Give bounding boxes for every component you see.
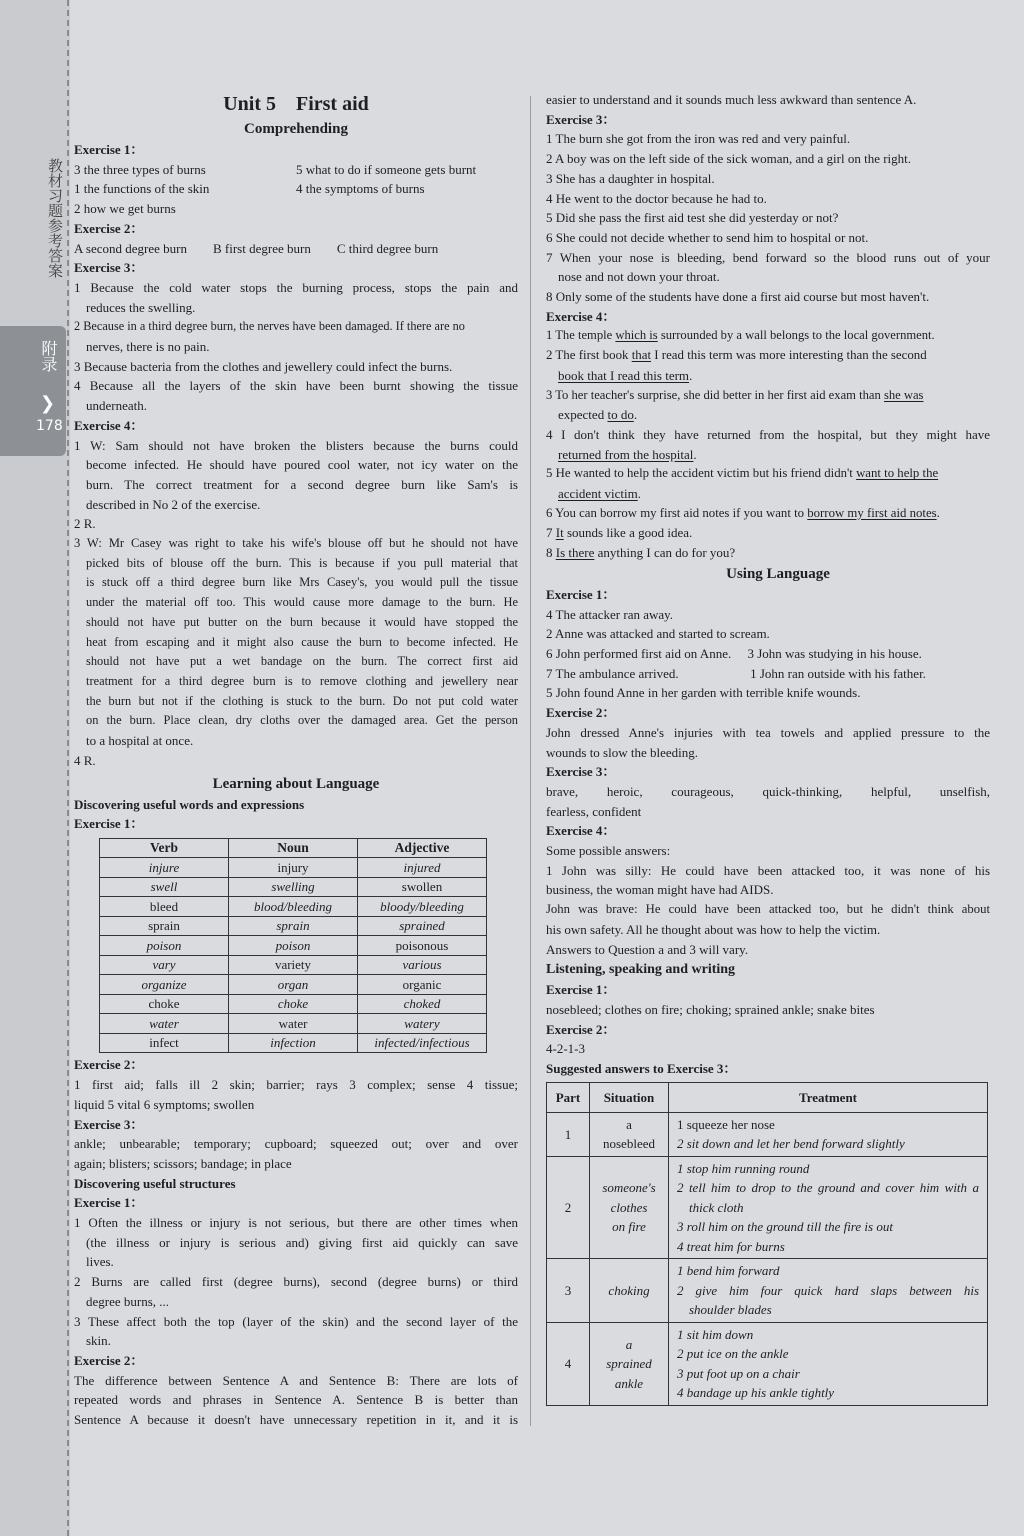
- text: 2 The first book: [546, 348, 632, 363]
- answer-line: 2 Anne was attacked and started to scream.: [546, 626, 770, 642]
- treatment-line: 1 bend him forward: [677, 1263, 780, 1279]
- answer-line: 8 Only some of the students have done a first aid course but most haven't.: [546, 289, 930, 305]
- table-cell: injure: [100, 858, 229, 878]
- part-cell: 2: [547, 1156, 590, 1259]
- situation-cell: [590, 1259, 669, 1323]
- exercise-label: Exercise 1：: [546, 586, 616, 602]
- table-cell: infected/infectious: [358, 1033, 487, 1053]
- table-row: [100, 897, 487, 917]
- text: expected: [558, 407, 608, 423]
- answer-line: 4 R.: [74, 752, 96, 768]
- table-row: [100, 877, 487, 897]
- table-row: [100, 955, 487, 975]
- section-heading-listening: Listening, speaking and writing: [546, 962, 736, 978]
- binding-dash-line: [67, 0, 69, 1536]
- column-header: Situation: [590, 1082, 669, 1112]
- answer-line: should not have put a wet bandage on the burn. The correct first aid: [86, 654, 518, 669]
- text: .: [633, 407, 638, 423]
- situation-line: someone's: [602, 1180, 656, 1196]
- table-cell: variety: [229, 955, 358, 975]
- answer-line: John was brave: He could have been attacked too, but he didn't think about: [546, 902, 990, 917]
- answer-row: [74, 160, 518, 180]
- answer-line: 2 A boy was on the left side of the sick woman, and a girl on the right.: [546, 151, 912, 167]
- answer-line: 4 He went to the doctor because he had to.: [546, 190, 767, 206]
- answer-line: the burn but not if the clothing is stuck to the burn. Do not put cold water: [86, 693, 518, 708]
- exercise-2-answer: A second degree burn B first degree burn C third degree burn: [74, 240, 439, 256]
- treatment-line: 3 put foot up on a chair: [677, 1365, 800, 1381]
- exercise-label: Exercise 1：: [74, 816, 144, 832]
- answer-line: 1 Because the cold water stops the burning process, stops the pain and: [74, 279, 518, 295]
- treatment-line: 2 put ice on the ankle: [677, 1346, 789, 1362]
- treatment-line: 3 roll him on the ground till the fire is out: [677, 1219, 893, 1235]
- exercise-label: Exercise 3：: [74, 260, 144, 276]
- answer-row: [74, 199, 518, 219]
- table-cell: swelling: [229, 877, 358, 897]
- answer-line: [546, 386, 990, 406]
- exercise-label: Exercise 2：: [74, 1352, 144, 1368]
- underlined-text: returned from the hospital: [558, 446, 694, 462]
- answer-line: heat from escaping and it might also cause the burn to become infected. He: [86, 634, 518, 649]
- table-row: [100, 994, 487, 1014]
- answer-line: 5 John found Anne in her garden with terrible knife wounds.: [546, 685, 861, 701]
- table-cell: poison: [229, 936, 358, 956]
- appendix-tab-label: 附录: [39, 340, 58, 372]
- text: I read this term was more interesting than the second: [651, 348, 927, 363]
- underlined-text: It: [555, 525, 564, 541]
- answer-line: underneath.: [86, 398, 148, 414]
- table-cell: water: [100, 1014, 229, 1034]
- answer-line: described in No 2 of the exercise.: [86, 496, 261, 512]
- table-row: [100, 1014, 487, 1034]
- exercise-label: Exercise 2：: [546, 705, 616, 721]
- answer-cell: 5 what to do if someone gets burnt: [296, 161, 477, 177]
- table-cell: infect: [100, 1033, 229, 1053]
- text: sounds like a good idea.: [563, 525, 693, 541]
- answer-cell: 1 the functions of the skin: [74, 181, 210, 197]
- answer-line: 4-2-1-3: [546, 1041, 585, 1057]
- answer-line: 3 Because bacteria from the clothes and jewellery could infect the burns.: [74, 358, 453, 374]
- text: surrounded by a wall belongs to the local government.: [657, 328, 935, 343]
- underlined-text: book that I read this term: [558, 367, 690, 383]
- answer-line: [546, 543, 990, 563]
- answer-line: [546, 346, 990, 366]
- table-cell: injured: [358, 858, 487, 878]
- answer-cell: 2 how we get burns: [74, 201, 176, 217]
- table-cell: sprain: [100, 916, 229, 936]
- table-cell: choke: [100, 994, 229, 1014]
- text: 5 He wanted to help the accident victim but his friend didn't: [546, 466, 857, 481]
- table-row: [100, 858, 487, 878]
- answer-line: Answers to Question a and 3 will vary.: [546, 941, 749, 957]
- table-cell: water: [229, 1014, 358, 1034]
- answer-line: [546, 464, 990, 484]
- answer-line: 7 When your nose is bleeding, bend forward so the blood runs out of your: [546, 249, 990, 265]
- treatment-line: 1 sit him down: [677, 1326, 754, 1342]
- table-cell: choke: [229, 994, 358, 1014]
- exercise-label: Exercise 4：: [546, 823, 616, 839]
- underlined-text: she was: [883, 387, 924, 402]
- answer-line: 1 W: Sam should not have broken the blisters because the burns could: [74, 437, 518, 453]
- unit-title: Unit 5 First aid: [223, 93, 369, 115]
- text: .: [637, 486, 642, 502]
- table-row: [547, 1156, 988, 1259]
- column-header: Treatment: [669, 1082, 988, 1112]
- exercise-label: Exercise 4：: [74, 417, 144, 433]
- table-cell: bleed: [100, 897, 229, 917]
- answer-line: reduces the swelling.: [86, 299, 196, 315]
- answer-line: lives.: [86, 1254, 114, 1270]
- exercise-label: Exercise 3：: [546, 764, 616, 780]
- part-cell: 1: [547, 1112, 590, 1156]
- answer-line: [546, 326, 990, 346]
- subheading-words: Discovering useful words and expressions: [74, 796, 305, 812]
- answer-line: (the illness or injury is serious and) giving first aid quickly can save: [86, 1234, 518, 1250]
- treatment-line: 1 squeeze her nose: [677, 1116, 775, 1132]
- situation-cell: [590, 1112, 669, 1156]
- table-cell: swollen: [358, 877, 487, 897]
- underlined-text: want to help the: [856, 466, 939, 481]
- chevron-right-icon: ❯: [40, 393, 56, 414]
- situation-line: nosebleed: [603, 1136, 655, 1152]
- treatment-cell: [669, 1259, 988, 1323]
- text: anything I can do for you?: [594, 545, 736, 561]
- situation-cell: [590, 1156, 669, 1259]
- answer-line: should not have put butter on the burn because it would have stopped the: [86, 614, 518, 629]
- answer-line: treatment for a third degree burn is to remove clothing and jewellery near: [86, 673, 518, 688]
- answer-line: 6 John performed first aid on Anne. 3 John was studying in his house.: [546, 645, 922, 661]
- treatment-line: 4 bandage up his ankle tightly: [677, 1385, 835, 1401]
- answer-line: burn. The correct treatment for a second degree burn like Sam's is: [86, 476, 518, 492]
- suggested-answers-label: Suggested answers to Exercise 3：: [546, 1061, 737, 1077]
- situation-line: ankle: [614, 1375, 644, 1391]
- text: 1 The temple: [546, 328, 616, 343]
- table-cell: swell: [100, 877, 229, 897]
- treatment-line: shoulder blades: [689, 1302, 772, 1318]
- table-cell: poison: [100, 936, 229, 956]
- answer-line: [546, 523, 990, 543]
- exercise-label: Exercise 3：: [546, 111, 616, 127]
- answer-line: again; blisters; scissors; bandage; in place: [74, 1155, 292, 1171]
- answer-line: degree burns, ...: [86, 1293, 170, 1309]
- answer-line: 1 John was silly: He could have been attacked too, it was none of his: [546, 862, 990, 878]
- answer-line: 2 Burns are called first (degree burns), second (degree burns) or third: [74, 1274, 518, 1290]
- answer-line: 2 R.: [74, 516, 96, 532]
- answer-line: his own safety. All he thought about was how to help the victim.: [546, 921, 881, 937]
- answer-line: is stuck off a third degree burn like Mrs Casey's, you would pull the tissue: [86, 575, 518, 590]
- answer-line: 1 Often the illness or injury is not serious, but there are other times when: [74, 1215, 518, 1231]
- underlined-text: Is there: [555, 545, 595, 561]
- table-cell: vary: [100, 955, 229, 975]
- text: .: [936, 505, 940, 520]
- column-header: Noun: [229, 838, 358, 858]
- answer-line: nosebleed; clothes on fire; choking; sprained ankle; snake bites: [546, 1001, 875, 1017]
- part-cell: 3: [547, 1259, 590, 1323]
- situation-line: choking: [608, 1282, 650, 1298]
- section-heading-learning: Learning about Language: [212, 775, 380, 792]
- answer-line: repeated words and phrases in Sentence A. Sentence B is better than: [74, 1392, 518, 1408]
- treatment-cell: [669, 1112, 988, 1156]
- answer-line: skin.: [86, 1333, 111, 1349]
- underlined-text: accident victim: [558, 486, 638, 502]
- answer-line: easier to understand and it sounds much less awkward than sentence A.: [546, 92, 917, 107]
- treatment-line: 2 sit down and let her bend forward slightly: [677, 1136, 905, 1152]
- treatment-cell: [669, 1156, 988, 1259]
- table-row: [547, 1259, 988, 1323]
- answer-line: 3 W: Mr Casey was right to take his wife's blouse off but he should not have: [74, 536, 518, 551]
- answer-line: 1 The burn she got from the iron was red and very painful.: [546, 131, 851, 147]
- table-row: [100, 1033, 487, 1053]
- answer-line: nerves, there is no pain.: [86, 339, 210, 355]
- exercise-label: Exercise 2：: [74, 220, 144, 236]
- table-cell: sprained: [358, 916, 487, 936]
- text: .: [693, 446, 697, 462]
- table-cell: organize: [100, 975, 229, 995]
- answer-line: brave, heroic, courageous, quick-thinking, helpful, unselfish,: [546, 783, 990, 799]
- text: 6 You can borrow my first aid notes if you want to: [546, 505, 808, 520]
- underlined-text: to do: [607, 407, 634, 423]
- answer-line: [546, 504, 990, 524]
- table-cell: infection: [229, 1033, 358, 1053]
- situation-line: clothes: [610, 1199, 648, 1215]
- subheading-structures: Discovering useful structures: [74, 1175, 236, 1191]
- answer-line: liquid 5 vital 6 symptoms; swollen: [74, 1096, 255, 1112]
- underlined-text: which is: [615, 328, 658, 343]
- table-cell: sprain: [229, 916, 358, 936]
- table-row: [547, 1322, 988, 1405]
- word-forms-table: [99, 838, 487, 1054]
- answer-line: 1 first aid; falls ill 2 skin; barrier; rays 3 complex; sense 4 tissue;: [74, 1077, 518, 1093]
- section-heading-using: Using Language: [726, 565, 830, 582]
- exercise-1-answers: [74, 160, 518, 219]
- side-vertical-label: 教材习题参考答案: [46, 158, 64, 278]
- column-header: Verb: [100, 838, 229, 858]
- situation-cell: [590, 1322, 669, 1405]
- answer-cell: 4 the symptoms of burns: [296, 181, 425, 197]
- answer-row: [74, 179, 518, 199]
- text: 8: [546, 545, 556, 561]
- answer-line: The difference between Sentence A and Sentence B: There are lots of: [74, 1372, 518, 1388]
- answer-line: 7 The ambulance arrived. 1 John ran outside with his father.: [546, 665, 926, 681]
- situation-line: sprained: [606, 1356, 652, 1371]
- situation-line: a: [626, 1116, 632, 1132]
- table-row: [100, 936, 487, 956]
- answer-line: 3 She has a daughter in hospital.: [546, 170, 715, 186]
- exercise-label: Exercise 2：: [74, 1057, 144, 1073]
- answer-line: [546, 405, 990, 425]
- treatment-cell: [669, 1322, 988, 1405]
- answer-line: 4 I don't think they have returned from the hospital, but they might have: [546, 426, 990, 442]
- exercise-label: Exercise 1：: [74, 1195, 144, 1211]
- answer-line: 4 Because all the layers of the skin have been burnt showing the tissue: [74, 378, 518, 394]
- answer-line: nose and not down your throat.: [558, 269, 720, 285]
- answer-line: 4 The attacker ran away.: [546, 606, 674, 622]
- treatment-line: 2 give him four quick hard slaps between his: [677, 1282, 979, 1298]
- exercise-label: Exercise 4：: [546, 308, 616, 324]
- treatment-line: 2 tell him to drop to the ground and cover him with a: [677, 1180, 979, 1196]
- column-header: Part: [547, 1082, 590, 1112]
- table-cell: choked: [358, 994, 487, 1014]
- text: .: [689, 367, 693, 383]
- underlined-text: borrow my first aid notes: [807, 505, 937, 520]
- answer-line: 3 These affect both the top (layer of the skin) and the second layer of the: [74, 1313, 518, 1329]
- answer-line: 2 Because in a third degree burn, the nerves have been damaged. If there are no: [74, 319, 465, 334]
- answer-line: Sentence A because it doesn't have unnecessary repetition in it, and it is: [74, 1412, 518, 1428]
- table-cell: organic: [358, 975, 487, 995]
- treatment-table: [546, 1082, 988, 1406]
- answer-line: 5 Did she pass the first aid test she did yesterday or not?: [546, 210, 839, 226]
- exercise-label: Exercise 2：: [546, 1021, 616, 1037]
- situation-line: on fire: [612, 1219, 646, 1235]
- exercise-3-answers: [74, 278, 518, 416]
- answer-line: under the material off too. This would cause more damage to the burn. He: [86, 595, 518, 610]
- exercise-label: Exercise 3：: [74, 1116, 144, 1132]
- answer-line: on the burn. Place clean, dry cloths over the damaged area. Get the person: [86, 713, 518, 728]
- part-cell: 4: [547, 1322, 590, 1405]
- column-divider: [530, 96, 531, 1426]
- treatment-line: 4 treat him for burns: [677, 1238, 785, 1254]
- answer-line: 6 She could not decide whether to send him to hospital or not.: [546, 229, 869, 245]
- answer-line: [546, 445, 990, 465]
- answer-line: John dressed Anne's injuries with tea towels and applied pressure to the: [546, 724, 990, 740]
- answer-line: [546, 366, 990, 386]
- text: 7: [546, 525, 556, 541]
- table-cell: watery: [358, 1014, 487, 1034]
- table-cell: poisonous: [358, 936, 487, 956]
- table-cell: organ: [229, 975, 358, 995]
- page-number: 178: [36, 418, 63, 434]
- situation-line: a: [625, 1336, 633, 1352]
- answer-line: ankle; unbearable; temporary; cupboard; squeezed out; over and over: [74, 1136, 518, 1152]
- treatment-line: 1 stop him running round: [677, 1160, 810, 1176]
- text: 3 To her teacher's surprise, she did better in her first aid exam than: [546, 387, 884, 402]
- answer-line: wounds to slow the bleeding.: [546, 744, 699, 760]
- underlined-text: that: [631, 348, 652, 363]
- exercise-label: Exercise 1：: [546, 982, 616, 998]
- table-row: [100, 975, 487, 995]
- section-heading-comprehending: Comprehending: [244, 121, 348, 137]
- answer-line: become infected. He should have poured cool water, not icy water on the: [86, 457, 518, 473]
- table-row: [100, 916, 487, 936]
- left-column: [74, 90, 518, 1430]
- treatment-line: thick cloth: [689, 1199, 744, 1215]
- answer-cell: 3 the three types of burns: [74, 161, 206, 177]
- column-header: Adjective: [358, 838, 487, 858]
- right-column: [546, 90, 990, 1406]
- exercise-4-answers: [74, 436, 518, 771]
- answer-line: fearless, confident: [546, 803, 642, 819]
- answer-line: business, the woman might have had AIDS.: [546, 882, 774, 898]
- table-cell: bloody/bleeding: [358, 897, 487, 917]
- table-cell: injury: [229, 858, 358, 878]
- answer-line: picked bits of blouse off the burn. This is because if you pull material that: [86, 555, 518, 570]
- table-row: [547, 1112, 988, 1156]
- table-cell: blood/bleeding: [229, 897, 358, 917]
- answer-line: Some possible answers:: [546, 843, 671, 859]
- exercise-label: Exercise 1：: [74, 142, 144, 157]
- answer-line: [546, 484, 990, 504]
- table-cell: various: [358, 955, 487, 975]
- answer-line: to a hospital at once.: [86, 733, 194, 749]
